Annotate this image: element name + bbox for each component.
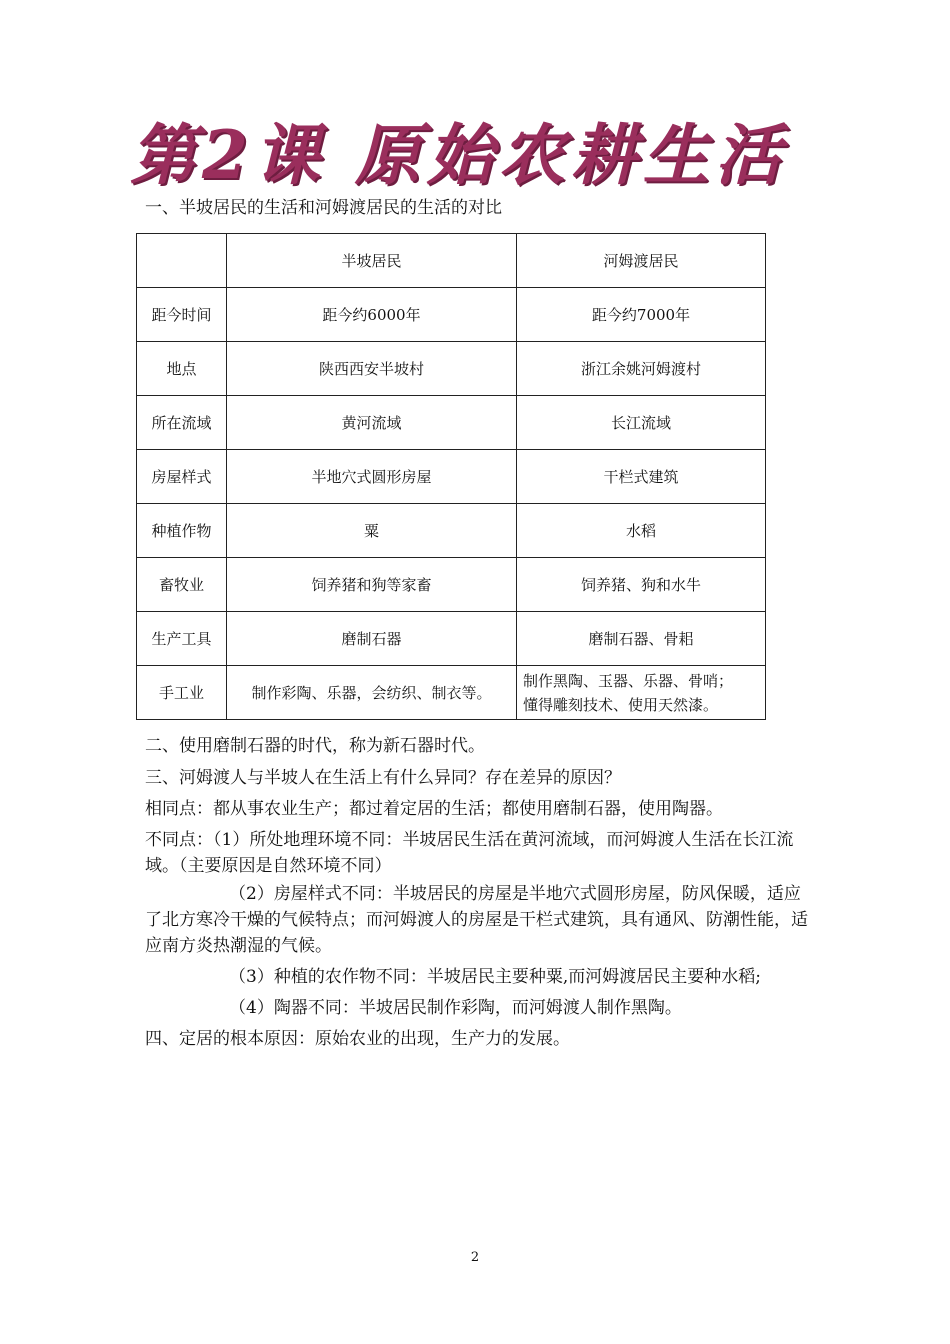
table-row bbox=[137, 450, 766, 504]
section-1-heading: 一、半坡居民的生活和河姆渡居民的生活的对比 bbox=[145, 198, 502, 218]
page-number: 2 bbox=[470, 1250, 480, 1265]
table-cell: 制作彩陶、乐器，会纺织、制衣等。 bbox=[227, 666, 517, 720]
table-cell: 陕西西安半坡村 bbox=[227, 342, 517, 396]
table-cell: 饲养猪、狗和水牛 bbox=[517, 558, 766, 612]
table-cell: 制作黑陶、玉器、乐器、骨哨； 懂得雕刻技术、使用天然漆。 bbox=[517, 666, 766, 720]
table-cell: 半坡居民 bbox=[227, 234, 517, 288]
table-cell: 距今约7000年 bbox=[517, 288, 766, 342]
table-cell: 磨制石器、骨耜 bbox=[517, 612, 766, 666]
table-cell: 距今时间 bbox=[137, 288, 227, 342]
table-row bbox=[137, 342, 766, 396]
table-cell: 河姆渡居民 bbox=[517, 234, 766, 288]
table-cell: 水稻 bbox=[517, 504, 766, 558]
table-cell: 所在流域 bbox=[137, 396, 227, 450]
table-cell: 浙江余姚河姆渡村 bbox=[517, 342, 766, 396]
table-cell: 手工业 bbox=[137, 666, 227, 720]
table-cell: 饲养猪和狗等家畜 bbox=[227, 558, 517, 612]
difference-3: （3）种植的农作物不同：半坡居民主要种粟,而河姆渡居民主要种水稻; bbox=[229, 967, 761, 987]
table-header-row bbox=[137, 234, 766, 288]
table-cell bbox=[137, 234, 227, 288]
section-3-heading: 三、河姆渡人与半坡人在生活上有什么异同？存在差异的原因？ bbox=[145, 768, 621, 788]
similarities-text: 相同点：都从事农业生产；都过着定居的生活；都使用磨制石器，使用陶器。 bbox=[145, 799, 723, 819]
table-cell: 种植作物 bbox=[137, 504, 227, 558]
table-row bbox=[137, 666, 766, 720]
section-2: 二、使用磨制石器的时代，称为新石器时代。 bbox=[145, 736, 485, 756]
table-cell: 干栏式建筑 bbox=[517, 450, 766, 504]
table-cell: 长江流域 bbox=[517, 396, 766, 450]
difference-1: 不同点：（1）所处地理环境不同：半坡居民生活在黄河流域，而河姆渡人生活在长江流域。（主要原因是自然环境不同） bbox=[145, 830, 794, 876]
comparison-table-body bbox=[137, 234, 766, 720]
table-cell: 距今约6000年 bbox=[227, 288, 517, 342]
table-cell: 半地穴式圆形房屋 bbox=[227, 450, 517, 504]
comparison-table bbox=[136, 233, 766, 720]
table-row bbox=[137, 558, 766, 612]
table-cell: 生产工具 bbox=[137, 612, 227, 666]
difference-4: （4）陶器不同：半坡居民制作彩陶，而河姆渡人制作黑陶。 bbox=[229, 998, 682, 1018]
section-4: 四、定居的根本原因：原始农业的出现，生产力的发展。 bbox=[145, 1029, 570, 1049]
table-row bbox=[137, 504, 766, 558]
difference-2: （2）房屋样式不同：半坡居民的房屋是半地穴式圆形房屋，防风保暖，适应了北方寒冷干燥的气候特点；而河姆渡人的房屋是干栏式建筑，具有通风、防潮性能，适应南方炎热潮湿的气候。 bbox=[145, 884, 808, 956]
table-cell: 房屋样式 bbox=[137, 450, 227, 504]
lesson-title: 第2课 原始农耕生活 bbox=[130, 116, 787, 194]
table-cell: 磨制石器 bbox=[227, 612, 517, 666]
table-row bbox=[137, 612, 766, 666]
table-cell: 地点 bbox=[137, 342, 227, 396]
table-row bbox=[137, 396, 766, 450]
table-cell: 黄河流域 bbox=[227, 396, 517, 450]
table-cell: 粟 bbox=[227, 504, 517, 558]
table-row bbox=[137, 288, 766, 342]
table-cell: 畜牧业 bbox=[137, 558, 227, 612]
